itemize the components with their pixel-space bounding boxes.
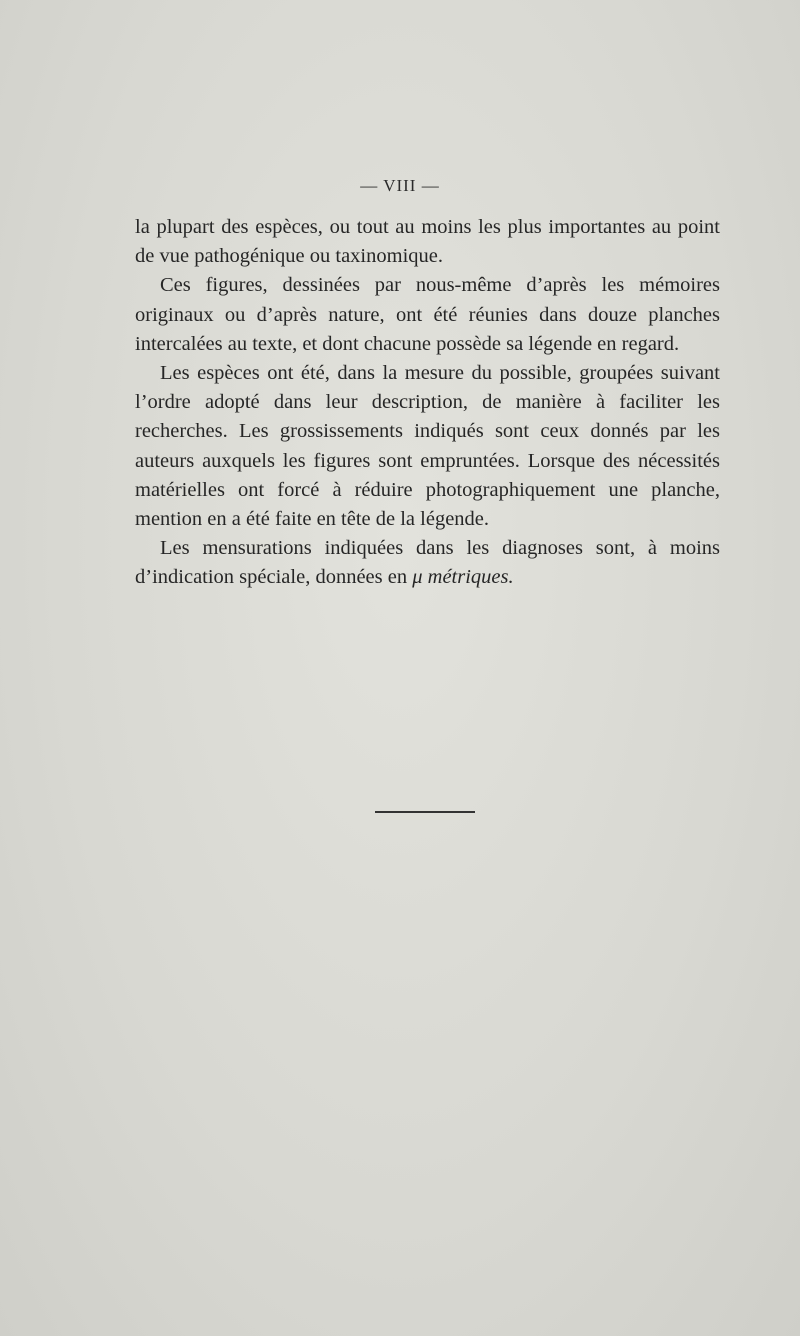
page-number: — VIII — (360, 176, 440, 195)
paragraph-continuation: la plupart des espèces, ou tout au moins les plus importantes au point de vue pathogénique ou taxinomique. (135, 216, 720, 268)
measurements-text: Les mensurations indiquées dans les diagnoses sont, à moins d’indication spéciale, données en (135, 537, 720, 589)
section-end-rule (375, 811, 475, 813)
body-text (135, 213, 720, 593)
paragraph-species-order: Les espèces ont été, dans la mesure du possible, groupées suivant l’ordre adopté dans leur description, de manière à faciliter les recherches. Les grossissements indiqués sont ceux donnés par les auteurs auxquels les figures sont empruntées. Lorsque des nécessités matérielles ont forcé à réduire photographiquement une planche, mention en a été faite en tête de la légende. (135, 362, 720, 531)
measurements-unit: μ métriques. (412, 566, 514, 589)
paragraph-figures: Ces figures, dessinées par nous-même d’après les mémoires originaux ou d’après nature, ont été réunies dans douze planches intercalées au texte, et dont chacune possède sa légende en regard. (135, 274, 720, 355)
paragraph-measurements (135, 534, 720, 592)
